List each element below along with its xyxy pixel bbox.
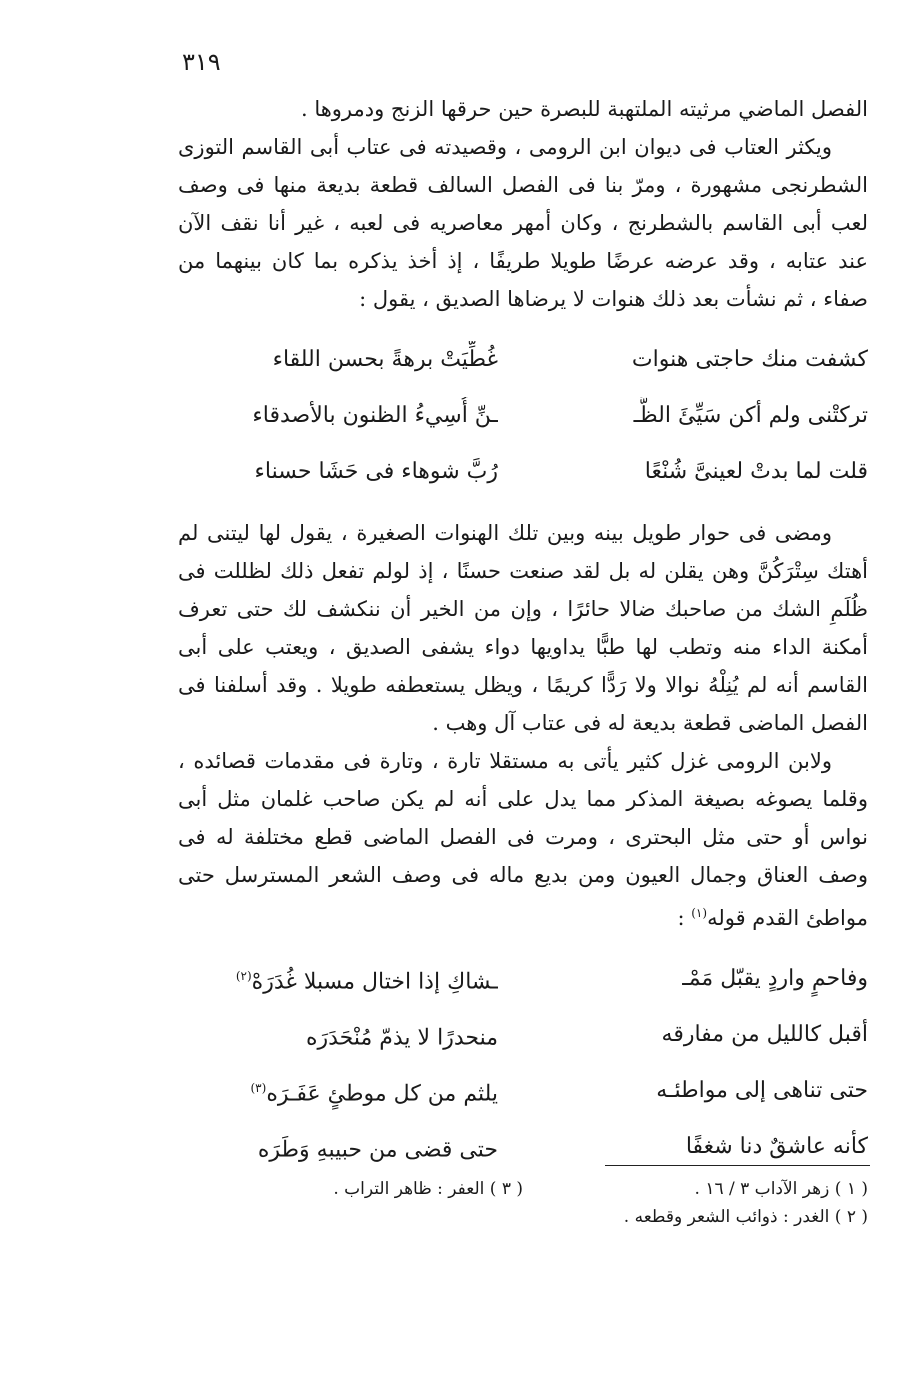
footnote-column-right [523,1175,868,1231]
verse-hemistich-text: ـشاكِ إذا اختال مسبلا غُدَرَهْ [251,969,498,995]
verse-hemistich-text: منحدرًا لا يذمّ مُنْحَدَرَه [305,1025,498,1051]
verse-hemistich-second: رُبَّ شوهاء فى حَشَا حسناء [254,459,498,484]
verse-hemistich-second [178,957,498,1001]
footnote-column-left [178,1175,523,1231]
footnote-divider [605,1165,870,1166]
verse-hemistich-second: ـنِّ أُسِيءُ الظنون بالأصدقاء [252,403,498,428]
footnotes [178,1175,868,1231]
verse-hemistich-first: كأنه عاشقٌ دنا شغفًا [685,1134,868,1159]
verse-hemistich-text: يلثم من كل موطئٍ عَفَـرَه [266,1081,498,1107]
paragraph-dialogue: ومضى فى حوار طويل بينه وبين تلك الهنوات الصغيرة ، يقول لها ليتنى لم أهتك سِتْرَكُنَّ وهن يقلن له بل لقد صنعت حسنًا ، إذ لولم تفعل ذلك لظللت فى ظُلَمِ الشك من صاحبك ضالا حائرًا ، وإن من الخير أن ننكشف لك حتى تعرف أمكنة الداء منه وتطب لها طبًّا يداويها دواء يشفى الصديق ، ويعتب على أبى القاسم أنه لم يُنِلْهُ نوالا ولا رَدًّا كريمًا ، ويظل يستعطفه طويلا . وقد أسلفنا فى الفصل الماضى قطعة بديعة له فى عتاب آل وهب . [178,521,868,735]
verse-line [178,332,868,388]
verse-hemistich-first: أقبل كالليل من مفارقه [661,1022,868,1047]
verse-line [178,951,868,1007]
verse-hemistich-first: قلت لما بدتْ لعينىَّ شُنْعًا [644,459,868,484]
verse-hemistich-second [178,1125,498,1169]
verse-hemistich-second [178,1013,498,1057]
verse-hemistich-first: حتى تناهى إلى مواطئـه [656,1078,868,1103]
verse-line [178,1119,868,1175]
paragraph-ghazal-end: : [677,906,692,930]
paragraph-ghazal-text: ولابن الرومى غزل كثير يأتى به مستقلا تارة ، وتارة فى مقدمات قصائده ، وقلما يصوغه بصيغة المذكر مما يدل على أنه لم يكن صاحب غلمان مثل أبى نواس أو حتى مثل البحترى ، ومرت فى الفصل الماضى قطع مختلفة له فى وصف العناق وجمال العيون ومن بديع ماله فى وصف الشعر المسترسل حتى مواطئ القدم قوله [178,749,868,930]
footnote-1: ( ١ ) زهر الآداب ٣ / ١٦ . [694,1179,868,1199]
verse-line [178,1063,868,1119]
paragraph-opening: الفصل الماضي مرثيته الملتهبة للبصرة حين حرقها الزنج ودمروها . [300,97,868,121]
verse-hemistich-first: كشفت منك حاجتى هنوات [631,347,868,372]
verse-hemistich-first: وفاحمٍ واردٍ يقبّل مَمْـ [682,966,868,991]
footnote-2: ( ٢ ) الغدر : ذوائب الشعر وقطعه . [623,1207,868,1227]
verse-block-reproach [178,332,868,500]
footnote-marker: (٢) [235,968,252,983]
verse-hemistich-second: غُطِّيَتْ برهةً بحسن اللقاء [272,347,498,372]
verse-line [178,1007,868,1063]
footnote-marker: (١) [691,906,708,920]
footnote-3: ( ٣ ) العفر : ظاهر التراب . [333,1179,523,1199]
verse-line [178,444,868,500]
verse-hemistich-second [178,1069,498,1113]
page-body [178,90,868,1189]
paragraph-ghazal [178,742,868,937]
verse-block-hair [178,951,868,1175]
paragraph-reproach: ويكثر العتاب فى ديوان ابن الرومى ، وقصيدته فى عتاب أبى القاسم التوزى الشطرنجى مشهورة ، ومرّ بنا فى الفصل السالف قطعة بديعة منها فى وصف لعب أبى القاسم بالشطرنج ، وكان أمهر معاصريه فى لعبه ، غير أنا نقف الآن عند عتابه ، وقد عرضه عرضًا طويلا طريفًا ، إذ أخذ يذكره بما كان بينهما من صفاء ، ثم نشأت بعد ذلك هنوات لا يرضاها الصديق ، يقول : [178,135,868,311]
footnote-marker: (٣) [250,1080,267,1095]
verse-line [178,388,868,444]
footnote-row [178,1175,868,1231]
page-number: ٣١٩ [182,48,221,76]
verse-hemistich-text: حتى قضى من حبيبهِ وَطَرَه [257,1137,498,1163]
verse-hemistich-first: تركتْنى ولم أكن سَيِّئَ الظَّـ [633,403,868,428]
